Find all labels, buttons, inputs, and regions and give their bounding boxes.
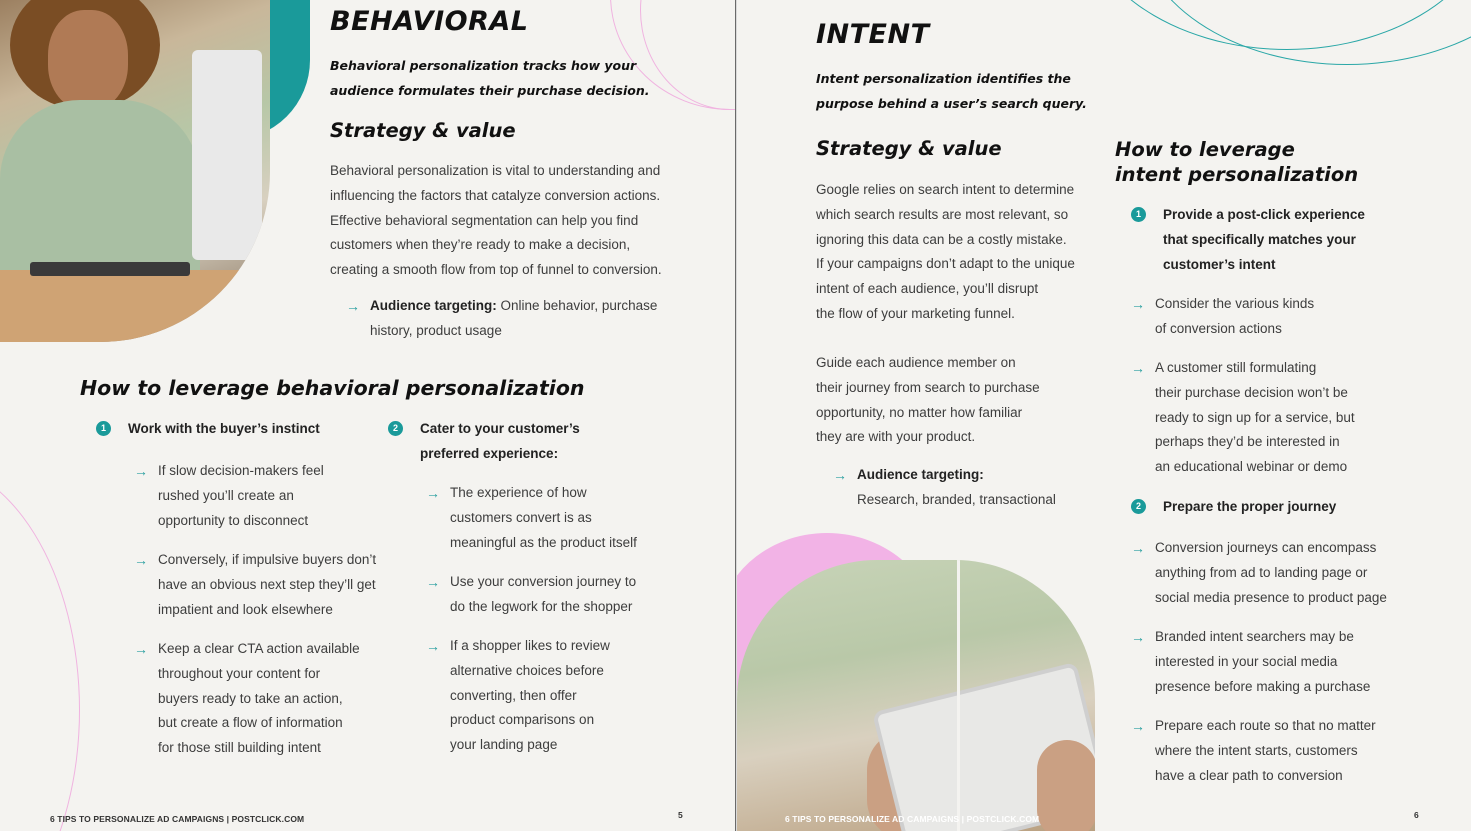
list-item: → Branded intent searchers may be interested in your social media presence before making a purchase [1131,625,1431,699]
decorative-arc [1137,0,1471,65]
strategy-heading: Strategy & value [330,119,516,142]
arrow-right-icon: → [1131,296,1145,312]
number-badge: 1 [1131,207,1146,222]
arrow-right-icon: → [426,485,440,501]
page-footer: 6 TIPS TO PERSONALIZE AD CAMPAIGNS | POSTCLICK.COM [50,814,305,824]
page-title: INTENT [816,19,930,50]
number-badge: 2 [388,421,403,436]
list-item: → A customer still formulating their purchase decision won’t be ready to sign up for a service, but perhaps they’d be interested in an educational webinar or demo [1131,356,1421,480]
list-item: → Use your conversion journey to do the legwork for the shopper [426,570,686,620]
step-2-title: 2 Prepare the proper journey [1131,495,1336,520]
arrow-right-icon: → [134,463,148,479]
strategy-paragraph: Behavioral personalization is vital to understanding and influencing the factors that catalyze conversion actions. Effective behavioral segmentation can help you find customers when they’re ready to make a decision, creating a smooth flow from top of funnel to conversion. [330,163,662,278]
list-item: → Consider the various kinds of conversion actions [1131,292,1421,342]
arrow-right-icon: → [134,641,148,657]
number-badge: 1 [96,421,111,436]
list-item: → Conversely, if impulsive buyers don’t have an obvious next step they’ll get impatient and look elsewhere [134,548,404,622]
arrow-right-icon: → [346,298,360,314]
list-item: → If slow decision-makers feel rushed you’ll create an opportunity to disconnect [134,459,404,533]
step-1-title: 1 Provide a post-click experience that specifically matches your customer’s intent [1131,203,1365,277]
arrow-right-icon: → [1131,540,1145,556]
number-badge: 2 [1131,499,1146,514]
woman-at-computer-photo [0,0,270,342]
page-footer: 6 TIPS TO PERSONALIZE AD CAMPAIGNS | POSTCLICK.COM [785,814,1040,824]
page-number: 5 [678,810,683,820]
strategy-paragraph: Google relies on search intent to determine which search results are most relevant, so ignoring this data can be a costly mistake. If your campaigns don’t adapt to the unique intent of each audience, you’ll disrupt the flow of your marketing funnel. [816,182,1075,321]
lead-text: Intent personalization identifies the purpose behind a user’s search query. [816,71,1087,111]
list-item: → Prepare each route so that no matter where the intent starts, customers have a clear path to conversion [1131,714,1431,788]
arrow-right-icon: → [833,467,847,483]
list-item: → Conversion journeys can encompass anything from ad to landing page or social media presence to product page [1131,536,1431,610]
page-number: 6 [1414,810,1419,820]
arrow-right-icon: → [426,574,440,590]
decorative-arc [0,460,80,831]
list-item: → The experience of how customers convert is as meaningful as the product itself [426,481,686,555]
tip-1-title: 1 Work with the buyer’s instinct [96,417,320,442]
arrow-right-icon: → [1131,360,1145,376]
guide-paragraph: Guide each audience member on their journey from search to purchase opportunity, no matter how familiar they are with your product. [816,355,1040,445]
arrow-right-icon: → [1131,629,1145,645]
arrow-right-icon: → [134,552,148,568]
strategy-heading: Strategy & value [816,137,1002,160]
page-title: BEHAVIORAL [330,6,529,37]
audience-targeting: → Audience targeting: Online behavior, purchase history, product usage [346,294,686,344]
hands-with-tablet-photo [737,560,1095,831]
leverage-heading: How to leverage behavioral personalization [80,376,585,400]
arrow-right-icon: → [1131,718,1145,734]
audience-targeting: → Audience targeting: Research, branded, transactional [833,463,1103,513]
tip-2-title: 2 Cater to your customer’s preferred experience: [388,417,580,467]
arrow-right-icon: → [426,638,440,654]
list-item: → If a shopper likes to review alternative choices before converting, then offer product comparisons on your landing page [426,634,686,758]
leverage-heading: How to leverage intent personalization [1115,138,1359,186]
lead-text: Behavioral personalization tracks how your audience formulates their purchase decision. [330,58,650,98]
list-item: → Keep a clear CTA action available throughout your content for buyers ready to take an action, but create a flow of information for those still building intent [134,637,404,761]
page-6 [737,0,1471,831]
